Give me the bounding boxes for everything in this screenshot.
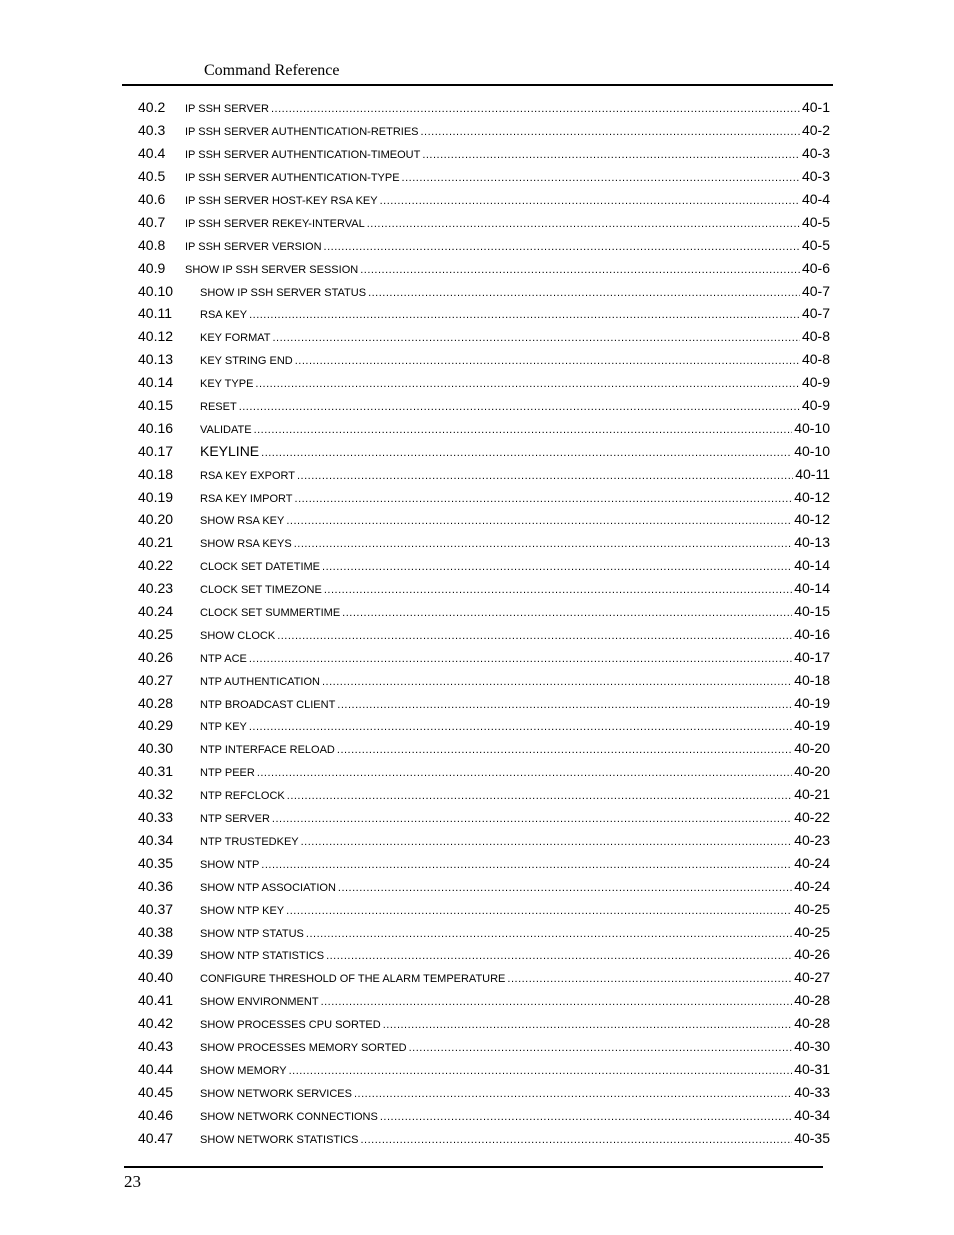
toc-entry-label[interactable]: SHOW NETWORK SERVICES [200, 1087, 352, 1100]
toc-entry-number: 40.26 [138, 648, 174, 665]
toc-entry-page[interactable]: 40-2 [801, 122, 830, 139]
toc-entry[interactable] [138, 1057, 830, 1080]
toc-entry-number: 40.22 [138, 557, 174, 574]
toc-entry-page[interactable]: 40-4 [801, 191, 830, 207]
toc-entry-number: 40.14 [138, 374, 174, 391]
toc-entry[interactable] [138, 829, 830, 852]
toc-entry-number: 40.18 [138, 465, 174, 482]
toc-entry-number: 40.10 [138, 282, 174, 299]
toc-entry-label[interactable]: NTP REFCLOCK [200, 790, 285, 803]
toc-entry[interactable] [138, 439, 830, 462]
toc-entry[interactable] [138, 1080, 830, 1103]
toc-entry[interactable] [138, 348, 830, 371]
toc-entry-page[interactable]: 40-28 [794, 1015, 830, 1032]
dot-leader [324, 241, 800, 253]
toc-entry-label[interactable]: NTP BROADCAST CLIENT [200, 698, 336, 711]
toc-entry-label[interactable]: SHOW PROCESSES CPU SORTED [200, 1019, 381, 1032]
toc-entry-number: 40.37 [138, 900, 174, 917]
dot-leader [338, 882, 792, 894]
toc-entry-label[interactable]: CONFIGURE THRESHOLD OF THE ALARM TEMPERATURE [200, 973, 506, 986]
toc-entry[interactable] [138, 325, 830, 348]
dot-leader [322, 676, 792, 688]
toc-entry-line [200, 557, 830, 573]
toc-entry-number: 40.17 [138, 442, 174, 459]
toc-entry[interactable] [138, 920, 830, 943]
toc-entry-line [200, 489, 830, 505]
toc-entry-label[interactable]: IP SSH SERVER AUTHENTICATION-RETRIES [185, 126, 419, 139]
toc-entry-label[interactable]: SHOW NETWORK STATISTICS [200, 1133, 359, 1146]
toc-entry-label[interactable]: SHOW MEMORY [200, 1064, 287, 1077]
toc-entry-page[interactable]: 40-31 [794, 1060, 830, 1077]
toc-entry[interactable] [138, 966, 830, 989]
toc-entry[interactable] [138, 851, 830, 874]
toc-entry-page[interactable]: 40-26 [794, 946, 830, 963]
toc-entry-page[interactable]: 40-19 [794, 717, 830, 734]
toc-entry-line [200, 740, 830, 756]
toc-entry-page[interactable]: 40-3 [801, 145, 830, 162]
dot-leader [289, 1065, 793, 1077]
toc-entry-label[interactable]: SHOW CLOCK [200, 629, 276, 642]
toc-entry-number: 40.3 [138, 122, 166, 139]
toc-entry[interactable] [138, 760, 830, 783]
toc-entry-number: 40.5 [138, 168, 166, 185]
toc-entry-number: 40.47 [138, 1129, 174, 1146]
toc-entry-number: 40.35 [138, 854, 174, 871]
toc-entry[interactable] [138, 142, 830, 165]
toc-entry-label[interactable]: IP SSH SERVER AUTHENTICATION-TYPE [185, 172, 400, 185]
toc-entry-line [200, 305, 830, 321]
toc-entry-page[interactable]: 40-7 [801, 305, 830, 322]
toc-entry-line [185, 122, 830, 138]
dot-leader [354, 1088, 792, 1100]
toc-entry-line [200, 924, 830, 940]
toc-entry-label[interactable]: SHOW NTP STATUS [200, 927, 304, 940]
toc-entry-label[interactable]: NTP PEER [200, 767, 255, 780]
toc-entry[interactable] [138, 1012, 830, 1035]
toc-entry-line [185, 237, 830, 253]
toc-entry-number: 40.8 [138, 236, 166, 253]
toc-entry-line [200, 946, 830, 962]
toc-entry-page[interactable]: 40-24 [794, 854, 830, 871]
toc-entry-page[interactable]: 40-1 [801, 99, 830, 116]
toc-entry-number: 40.4 [138, 145, 166, 162]
toc-entry-number: 40.28 [138, 694, 174, 711]
toc-entry-page[interactable]: 40-13 [794, 534, 830, 551]
toc-entry-label[interactable]: NTP AUTHENTICATION [200, 675, 320, 688]
footer-divider [124, 1166, 823, 1168]
toc-entry-number: 40.19 [138, 488, 174, 505]
toc-entry-page[interactable]: 40-5 [801, 236, 830, 253]
toc-entry-number: 40.33 [138, 809, 174, 826]
toc-entry-label[interactable]: SHOW PROCESSES MEMORY SORTED [200, 1041, 407, 1054]
header-title: Command Reference [204, 62, 340, 79]
toc-entry-number: 40.6 [138, 191, 166, 207]
page-number: 23 [124, 1172, 141, 1191]
toc-entry-line [200, 374, 830, 390]
toc-entry-line [200, 992, 830, 1008]
toc-entry-label[interactable]: NTP TRUSTEDKEY [200, 835, 299, 848]
toc-entry-line [200, 832, 830, 848]
toc-entry[interactable] [138, 531, 830, 554]
toc-entry-page[interactable]: 40-25 [794, 923, 830, 940]
toc-entry-line [200, 603, 830, 619]
dot-leader [294, 538, 792, 550]
toc-entry-label[interactable]: KEY FORMAT [200, 332, 271, 345]
toc-entry-page[interactable]: 40-10 [794, 419, 830, 436]
dot-leader [249, 721, 792, 733]
toc-entry-line [200, 809, 830, 825]
toc-entry-number: 40.15 [138, 397, 174, 414]
dot-leader [273, 332, 800, 344]
toc-entry-number: 40.2 [138, 99, 166, 116]
toc-entry-label[interactable]: IP SSH SERVER [185, 103, 269, 116]
toc-entry-page[interactable]: 40-30 [794, 1037, 830, 1054]
toc-entry-line [200, 878, 830, 894]
toc-entry-label[interactable]: KEYLINE [200, 442, 260, 459]
toc-entry-label[interactable]: IP SSH SERVER REKEY-INTERVAL [185, 217, 365, 230]
toc-entry-line [200, 443, 830, 459]
toc-entry-line [200, 534, 830, 550]
dot-leader [255, 378, 800, 390]
dot-leader [337, 699, 792, 711]
dot-leader [342, 607, 792, 619]
toc-entry-label[interactable]: SHOW NTP KEY [200, 904, 285, 917]
toc-entry-page[interactable]: 40-23 [794, 831, 830, 848]
toc-entry-number: 40.34 [138, 831, 174, 848]
toc-entry-label[interactable]: RESET [200, 401, 237, 414]
dot-leader [306, 928, 792, 940]
dot-leader [257, 767, 792, 779]
toc-entry[interactable] [138, 874, 830, 897]
dot-leader [239, 401, 800, 413]
toc-entry-label[interactable]: NTP ACE [200, 652, 247, 665]
toc-entry-line [200, 1015, 830, 1031]
toc-entry-number: 40.11 [138, 305, 172, 322]
toc-entry[interactable] [138, 668, 830, 691]
toc-entry[interactable] [138, 645, 830, 668]
toc-entry-label[interactable]: RSA KEY EXPORT [200, 469, 295, 482]
toc-entry-page[interactable]: 40-16 [794, 625, 830, 642]
dot-leader [271, 103, 800, 115]
toc-entry-number: 40.9 [138, 259, 166, 276]
toc-entry-line [200, 695, 830, 711]
toc-entry[interactable] [138, 256, 830, 279]
dot-leader [409, 1042, 793, 1054]
toc-entry-number: 40.29 [138, 717, 174, 734]
dot-leader [422, 149, 800, 161]
toc-entry-label[interactable]: CLOCK SET SUMMERTIME [200, 607, 341, 620]
toc-entry-label[interactable]: SHOW ENVIRONMENT [200, 996, 319, 1009]
dot-leader [324, 584, 792, 596]
toc-entry-number: 40.30 [138, 740, 174, 757]
dot-leader [421, 126, 800, 138]
toc-entry[interactable] [138, 897, 830, 920]
toc-entry-line [200, 1130, 830, 1146]
toc-entry[interactable] [138, 714, 830, 737]
toc-entry-number: 40.25 [138, 625, 174, 642]
toc-entry-number: 40.45 [138, 1083, 174, 1100]
toc-entry-number: 40.40 [138, 969, 174, 986]
toc-entry-label[interactable]: IP SSH SERVER VERSION [185, 240, 322, 253]
toc-entry-label[interactable]: CLOCK SET TIMEZONE [200, 584, 322, 597]
toc-entry-page[interactable]: 40-8 [801, 351, 830, 368]
dot-leader [261, 859, 792, 871]
toc-entry-number: 40.23 [138, 580, 174, 597]
toc-entry-page[interactable]: 40-11 [795, 465, 830, 482]
dot-leader [249, 653, 792, 665]
toc-entry-number: 40.24 [138, 603, 174, 620]
toc-entry[interactable] [138, 210, 830, 233]
toc-entry[interactable] [138, 302, 830, 325]
toc-entry-line [200, 1038, 830, 1054]
toc-entry[interactable] [138, 462, 830, 485]
dot-leader [326, 950, 792, 962]
dot-leader [254, 424, 793, 436]
toc-entry-page[interactable]: 40-15 [794, 603, 830, 620]
toc-entry-page[interactable]: 40-34 [794, 1106, 830, 1123]
toc-entry-line [200, 626, 830, 642]
toc-entry-label[interactable]: SHOW NETWORK CONNECTIONS [200, 1110, 378, 1123]
toc-entry-line [185, 99, 830, 115]
toc-entry-label[interactable]: SHOW NTP STATISTICS [200, 950, 325, 963]
dot-leader [368, 287, 800, 299]
toc-entry-line [200, 649, 830, 665]
toc-entry[interactable] [138, 691, 830, 714]
toc-entry-line [200, 283, 830, 299]
dot-leader [295, 493, 793, 505]
toc-entry-label[interactable]: IP SSH SERVER AUTHENTICATION-TIMEOUT [185, 149, 421, 162]
toc-entry-line [200, 466, 830, 482]
toc-entry-number: 40.38 [138, 923, 174, 940]
toc-entry-number: 40.27 [138, 671, 174, 688]
dot-leader [367, 218, 800, 230]
toc-entry[interactable] [138, 600, 830, 623]
toc-entry-page[interactable]: 40-22 [794, 809, 830, 826]
toc-entry-line [185, 145, 830, 161]
toc-entry-label[interactable]: VALIDATE [200, 423, 252, 436]
toc-entry-page[interactable]: 40-6 [801, 259, 830, 276]
toc-entry-page[interactable]: 40-25 [794, 900, 830, 917]
toc-entry-number: 40.39 [138, 946, 174, 963]
toc-entry-page[interactable]: 40-9 [801, 397, 830, 414]
toc-entry[interactable] [138, 622, 830, 645]
toc-entry-number: 40.36 [138, 877, 174, 894]
toc-entry-line [200, 901, 830, 917]
toc-entry-label[interactable]: KEY STRING END [200, 355, 293, 368]
dot-leader [380, 195, 800, 207]
dot-leader [286, 515, 792, 527]
toc-entry-label[interactable]: RSA KEY IMPORT [200, 492, 293, 505]
toc-entry-line [185, 168, 830, 184]
toc-entry-page[interactable]: 40-20 [794, 763, 830, 780]
toc-entry-label[interactable]: NTP INTERFACE RELOAD [200, 744, 335, 757]
toc-entry-number: 40.16 [138, 419, 174, 436]
toc-entry-page[interactable]: 40-19 [794, 694, 830, 711]
dot-leader [249, 309, 800, 321]
toc-entry-line [200, 763, 830, 779]
toc-entry-label[interactable]: SHOW RSA KEYS [200, 538, 292, 551]
toc-entry-number: 40.31 [138, 763, 174, 780]
toc-entry-number: 40.42 [138, 1015, 174, 1032]
toc-entry[interactable] [138, 577, 830, 600]
toc-entry-label[interactable]: IP SSH SERVER HOST-KEY RSA KEY [185, 195, 378, 207]
toc-entry[interactable] [138, 188, 830, 211]
toc-entry[interactable] [138, 394, 830, 417]
toc-entry-number: 40.7 [138, 213, 166, 230]
toc-entry-line [200, 717, 830, 733]
toc-entry[interactable] [138, 96, 830, 119]
toc-entry-line [200, 786, 830, 802]
toc-entry-label[interactable]: SHOW IP SSH SERVER STATUS [200, 286, 367, 299]
toc-entry-label[interactable]: RSA KEY [200, 309, 248, 322]
toc-entry-line [200, 672, 830, 688]
toc-entry-page[interactable]: 40-21 [794, 786, 830, 803]
toc-entry-line [200, 1107, 830, 1123]
toc-entry-line [200, 351, 830, 367]
toc-entry-label[interactable]: SHOW RSA KEY [200, 515, 285, 528]
toc-entry-page[interactable]: 40-12 [794, 488, 830, 505]
dot-leader [301, 836, 793, 848]
toc-entry-label[interactable]: SHOW IP SSH SERVER SESSION [185, 263, 359, 276]
toc-entry-number: 40.21 [138, 534, 174, 551]
toc-entry-label[interactable]: KEY TYPE [200, 378, 254, 391]
toc-entry-page[interactable]: 40-12 [794, 511, 830, 528]
toc-entry-number: 40.44 [138, 1060, 174, 1077]
toc-entry-line [200, 580, 830, 596]
dot-leader [383, 1019, 792, 1031]
toc-entry[interactable] [138, 371, 830, 394]
toc-entry-page[interactable]: 40-33 [794, 1083, 830, 1100]
header-divider [122, 84, 833, 86]
toc-entry-line [200, 511, 830, 527]
dot-leader [322, 561, 792, 573]
toc-entry-label[interactable]: NTP SERVER [200, 813, 270, 826]
toc-entry[interactable] [138, 1035, 830, 1058]
toc-entry-line [200, 969, 830, 985]
toc-entry-page[interactable]: 40-5 [801, 213, 830, 230]
toc-entry[interactable] [138, 279, 830, 302]
toc-entry-page[interactable]: 40-10 [794, 442, 830, 459]
toc-entry[interactable] [138, 165, 830, 188]
toc-entry-page[interactable]: 40-24 [794, 877, 830, 894]
dot-leader [286, 905, 792, 917]
toc-entry-page[interactable]: 40-35 [794, 1129, 830, 1146]
toc-entry[interactable] [138, 119, 830, 142]
toc-entry[interactable] [138, 1103, 830, 1126]
dot-leader [287, 790, 792, 802]
table-of-contents [138, 96, 830, 1149]
toc-entry[interactable] [138, 783, 830, 806]
toc-entry-line [185, 191, 830, 207]
dot-leader [261, 447, 792, 459]
toc-entry-number: 40.12 [138, 328, 174, 345]
toc-entry-line [200, 420, 830, 436]
toc-entry-page[interactable]: 40-27 [794, 969, 830, 986]
dot-leader [295, 355, 800, 367]
toc-entry-line [200, 1084, 830, 1100]
toc-entry-page[interactable]: 40-20 [794, 740, 830, 757]
toc-entry-number: 40.13 [138, 351, 174, 368]
toc-entry-page[interactable]: 40-3 [801, 168, 830, 185]
dot-leader [507, 973, 792, 985]
toc-entry-page[interactable]: 40-7 [801, 282, 830, 299]
toc-entry[interactable] [138, 1126, 830, 1149]
toc-entry-page[interactable]: 40-17 [794, 648, 830, 665]
toc-entry[interactable] [138, 943, 830, 966]
toc-entry-line [200, 397, 830, 413]
dot-leader [360, 264, 800, 276]
toc-entry-label[interactable]: CLOCK SET DATETIME [200, 561, 321, 574]
toc-entry[interactable] [138, 233, 830, 256]
toc-entry-label[interactable]: SHOW NTP [200, 858, 260, 871]
toc-entry-line [200, 328, 830, 344]
toc-entry-number: 40.20 [138, 511, 174, 528]
toc-entry-number: 40.41 [138, 992, 174, 1009]
toc-entry-line [185, 260, 830, 276]
toc-entry-page[interactable]: 40-18 [794, 671, 830, 688]
dot-leader [337, 744, 792, 756]
toc-entry[interactable] [138, 989, 830, 1012]
toc-entry-number: 40.46 [138, 1106, 174, 1123]
toc-entry[interactable] [138, 485, 830, 508]
toc-entry-number: 40.43 [138, 1037, 174, 1054]
toc-entry-label[interactable]: NTP KEY [200, 721, 247, 734]
toc-entry-number: 40.32 [138, 786, 174, 803]
toc-entry-label[interactable]: SHOW NTP ASSOCIATION [200, 881, 336, 894]
toc-entry-page[interactable]: 40-8 [801, 328, 830, 345]
toc-entry-line [200, 1061, 830, 1077]
dot-leader [277, 630, 792, 642]
dot-leader [402, 172, 800, 184]
dot-leader [380, 1111, 792, 1123]
toc-entry-line [185, 214, 830, 230]
toc-entry-page[interactable]: 40-14 [794, 580, 830, 597]
toc-entry-page[interactable]: 40-9 [801, 374, 830, 391]
toc-entry-page[interactable]: 40-28 [794, 992, 830, 1009]
dot-leader [297, 470, 793, 482]
toc-entry-line [200, 855, 830, 871]
toc-entry[interactable] [138, 806, 830, 829]
dot-leader [272, 813, 792, 825]
toc-entry[interactable] [138, 508, 830, 531]
dot-leader [321, 996, 793, 1008]
toc-entry[interactable] [138, 737, 830, 760]
toc-entry-page[interactable]: 40-14 [794, 557, 830, 574]
toc-entry[interactable] [138, 554, 830, 577]
toc-entry[interactable] [138, 416, 830, 439]
dot-leader [360, 1134, 792, 1146]
